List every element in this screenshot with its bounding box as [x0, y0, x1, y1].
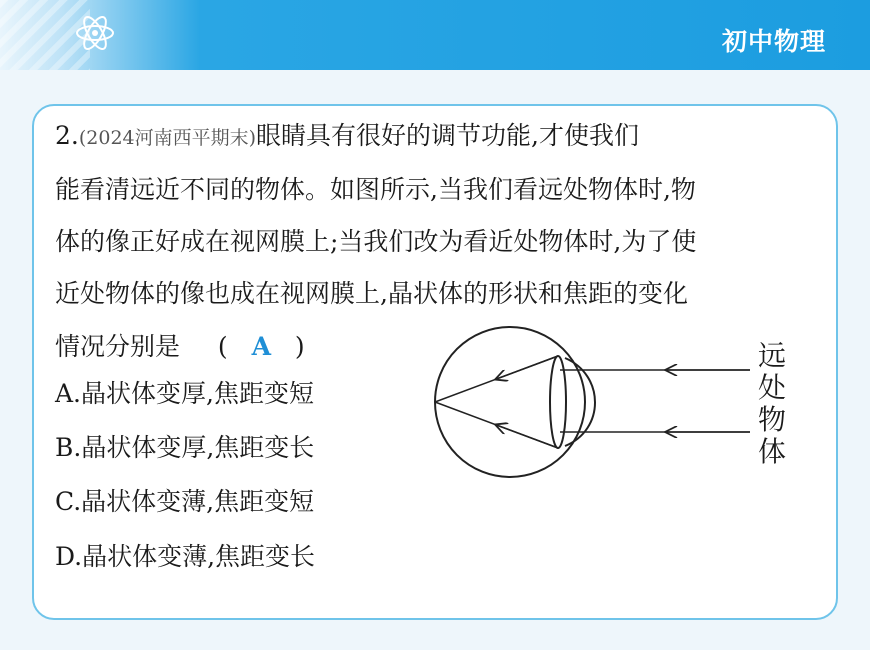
arrow-bottom-inner: [495, 425, 558, 449]
distant-object-label-2: 处: [758, 371, 787, 404]
distant-object-label-3: 物: [758, 403, 787, 436]
question-line-5: [55, 331, 305, 363]
question-line-1: [55, 120, 639, 154]
answer-paren-close: ): [294, 332, 305, 361]
option-a: A.晶状体变厚,焦距变短: [55, 379, 314, 408]
question-line-4: 近处物体的像也成在视网膜上,晶状体的形状和焦距的变化: [55, 279, 688, 308]
option-c: C.晶状体变薄,焦距变短: [55, 487, 315, 516]
question-number: 2.: [55, 121, 79, 150]
question-line-2: 能看清远近不同的物体。如图所示,当我们看远处物体时,物: [55, 175, 696, 204]
answer-paren-open: (: [217, 332, 228, 361]
eye-diagram: [425, 320, 805, 490]
atom-icon: [74, 12, 116, 54]
header-bar: [0, 0, 870, 70]
cornea-bulge: [565, 358, 595, 446]
distant-object-label-4: 体: [758, 435, 787, 468]
option-b: B.晶状体变厚,焦距变长: [55, 433, 315, 462]
subject-title: 初中物理: [721, 27, 826, 56]
question-text-1: 眼睛具有很好的调节功能,才使我们: [256, 121, 639, 150]
distant-object-label-1: 远: [758, 339, 787, 372]
question-line-3: 体的像正好成在视网膜上;当我们改为看近处物体时,为了使: [55, 227, 697, 256]
question-text-5: 情况分别是: [55, 332, 181, 361]
arrow-top-inner: [495, 356, 558, 380]
option-d: D.晶状体变薄,焦距变长: [55, 542, 316, 571]
question-source: (2024河南西平期末): [78, 127, 257, 149]
answer-value: A: [251, 332, 271, 361]
